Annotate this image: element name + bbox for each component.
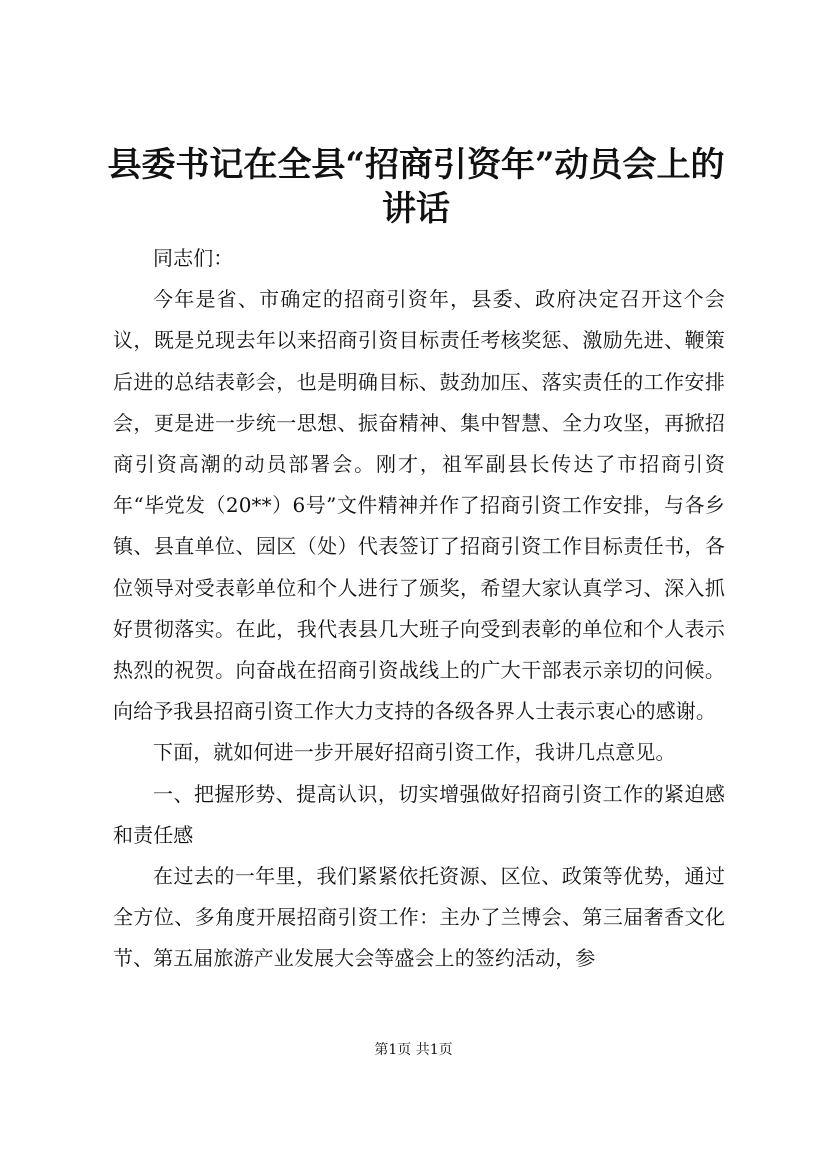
- section-paragraph-1: 在过去的一年里，我们紧紧依托资源、区位、政策等优势，通过全方位、多角度开展招商引资工作：主办了兰博会、第三届奢香文化节、第五届旅游产业发展大会等盛会上的签约活动，参: [113, 864, 725, 971]
- section-heading-1: 一、把握形势、提高认识，切实增强做好招商引资工作的紧迫感和责任感: [113, 781, 725, 847]
- intro-paragraph: 下面，就如何进一步开展好招商引资工作，我讲几点意见。: [153, 740, 676, 765]
- document-body: [113, 238, 725, 980]
- page-number-footer: 第1页 共1页: [374, 1042, 453, 1058]
- opening-paragraph: 今年是省、市确定的招商引资年，县委、政府决定召开这个会议，既是兑现去年以来招商引资目标责任考核奖惩、激励先进、鞭策后进的总结表彰会，也是明确目标、鼓劲加压、落实责任的工作安排会，更是进一步统一思想、振奋精神、集中智慧、全力攻坚，再掀招商引资高潮的动员部署会。刚才，祖军副县长传达了市招商引资年“毕党发（20**）6号”文件精神并作了招商引资工作安排，与各乡镇、县直单位、园区（处）代表签订了招商引资工作目标责任书，各位领导对受表彰单位和个人进行了颁奖，希望大家认真学习、深入抓好贯彻落实。在此，我代表县几大班子向受到表彰的单位和个人表示热烈的祝贺。向奋战在招商引资战线上的广大干部表示亲切的问候。向给予我县招商引资工作大力支持的各级各界人士表示衷心的感谢。: [113, 287, 725, 724]
- document-title: 县委书记在全县“招商引资年”动员会上的讲话: [107, 145, 725, 229]
- salutation-paragraph: 同志们：: [153, 246, 234, 270]
